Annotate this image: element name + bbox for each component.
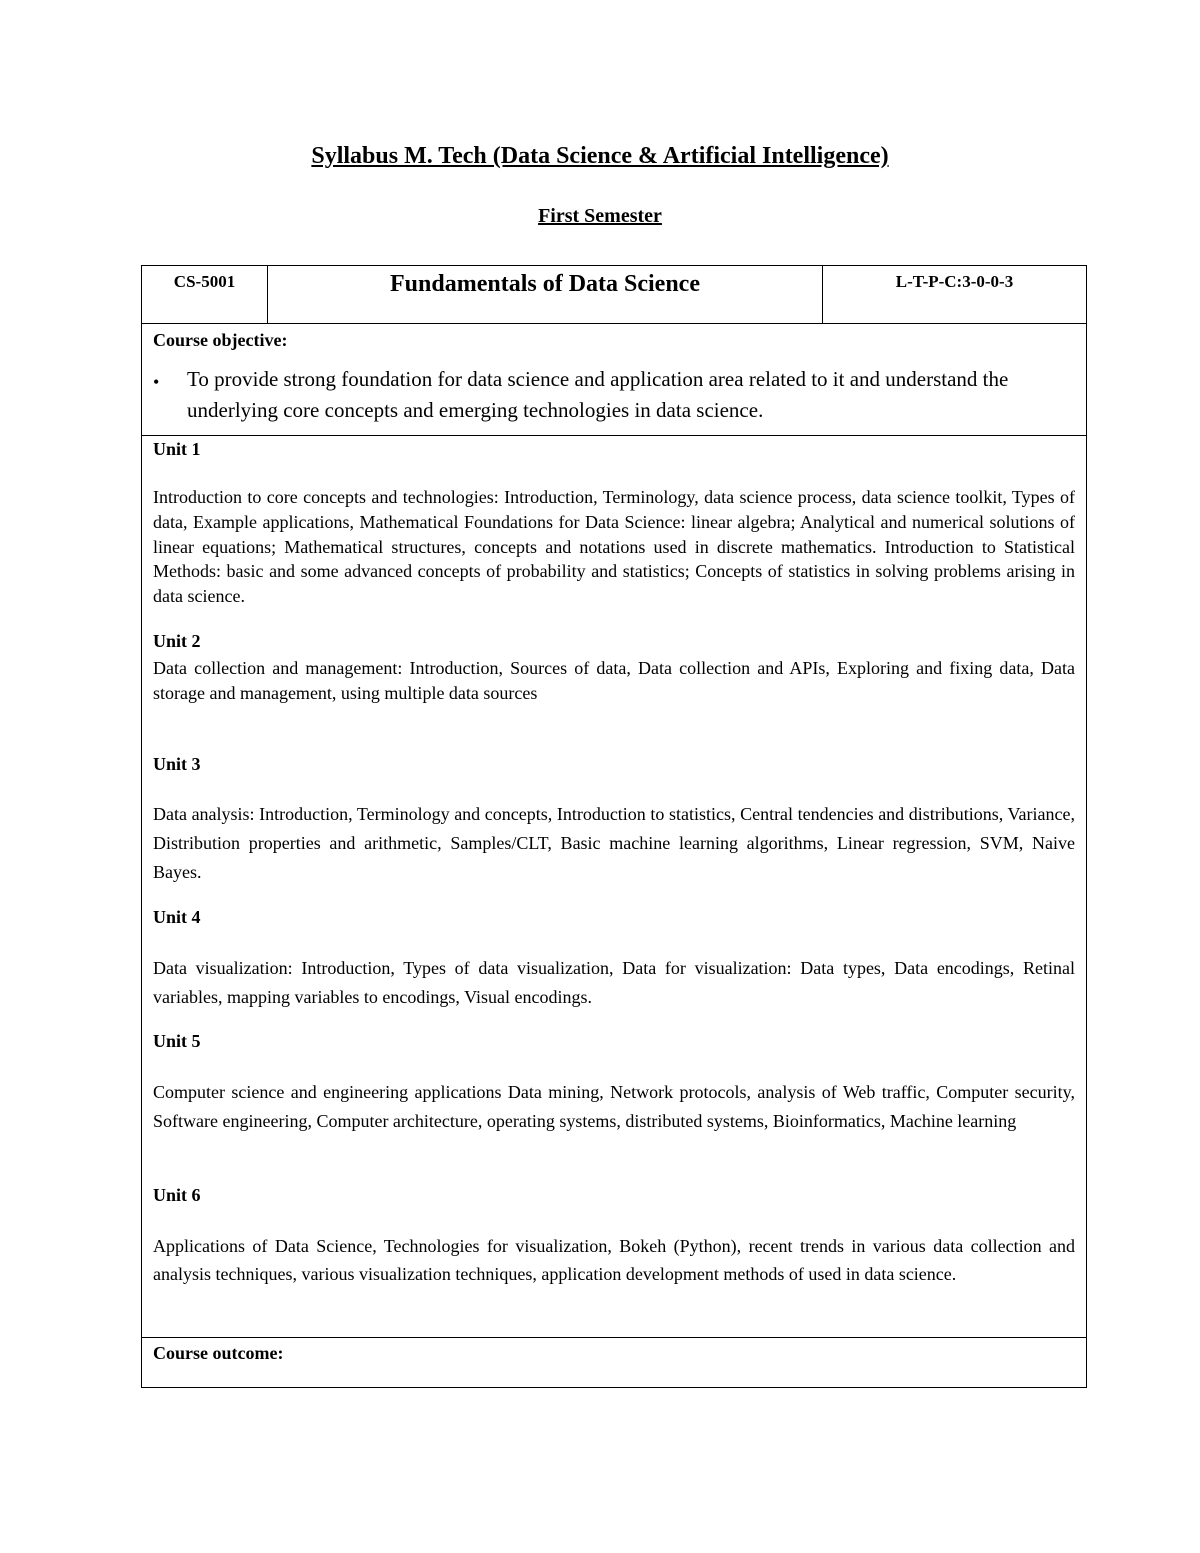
course-header-row [142, 266, 1086, 324]
course-table [141, 265, 1087, 1388]
unit-1-heading: Unit 1 [153, 439, 201, 459]
bullet-icon: • [153, 372, 160, 392]
course-ltpc: L-T-P-C:3-0-0-3 [895, 272, 1014, 291]
course-objective-row [142, 324, 1086, 436]
unit-4-heading: Unit 4 [153, 907, 201, 927]
course-code: CS-5001 [142, 266, 268, 323]
unit-5-heading: Unit 5 [153, 1031, 201, 1051]
objective-text: To provide strong foundation for data science and application area related to it and understand the underlying core concepts and emerging technologies in data science. [187, 367, 1009, 422]
unit-5-text: Computer science and engineering applications Data mining, Network protocols, analysis of Web traffic, Computer security, Software engineering, Computer architecture, operating systems, distributed systems, Bioinformatics, Machine learning [153, 1082, 1075, 1131]
unit-1-text: Introduction to core concepts and technologies: Introduction, Terminology, data science process, data science toolkit, Types of data, Example applications, Mathematical Foundations for Data Science: linear algebra; Analytical and numerical solutions of linear equations; Mathematical structures, concepts and notations used in discrete mathematics. Introduction to Statistical Methods: basic and some advanced concepts of probability and statistics; Concepts of statistics in solving problems arising in data science. [153, 487, 1075, 606]
unit-4-text: Data visualization: Introduction, Types of data visualization, Data for visualization: Data types, Data encodings, Retinal variables, mapping variables to encodings, Visual encodings. [153, 958, 1075, 1007]
page-title: Syllabus M. Tech (Data Science & Artificial Intelligence) [311, 143, 889, 169]
objective-heading: Course objective: [153, 330, 288, 350]
unit-6-text: Applications of Data Science, Technologies for visualization, Bokeh (Python), recent trends in various data collection and analysis techniques, various visualization techniques, application development methods of used in data science. [153, 1236, 1075, 1284]
unit-2-text: Data collection and management: Introduction, Sources of data, Data collection and APIs, Exploring and fixing data, Data storage and management, using multiple data sources [153, 658, 1075, 703]
course-outcome-row [142, 1337, 1086, 1387]
unit-2-heading: Unit 2 [153, 631, 201, 651]
unit-3-text: Data analysis: Introduction, Terminology and concepts, Introduction to statistics, Central tendencies and distributions, Variance, Distribution properties and arithmetic, Samples/CLT, Basic machine learning algorithms, Linear regression, SVM, Naive Bayes. [153, 804, 1075, 882]
course-title: Fundamentals of Data Science [268, 266, 823, 323]
outcome-heading: Course outcome: [153, 1343, 284, 1363]
unit-6-heading: Unit 6 [153, 1185, 201, 1205]
unit-3-heading: Unit 3 [153, 754, 201, 774]
semester-heading: First Semester [538, 205, 662, 227]
